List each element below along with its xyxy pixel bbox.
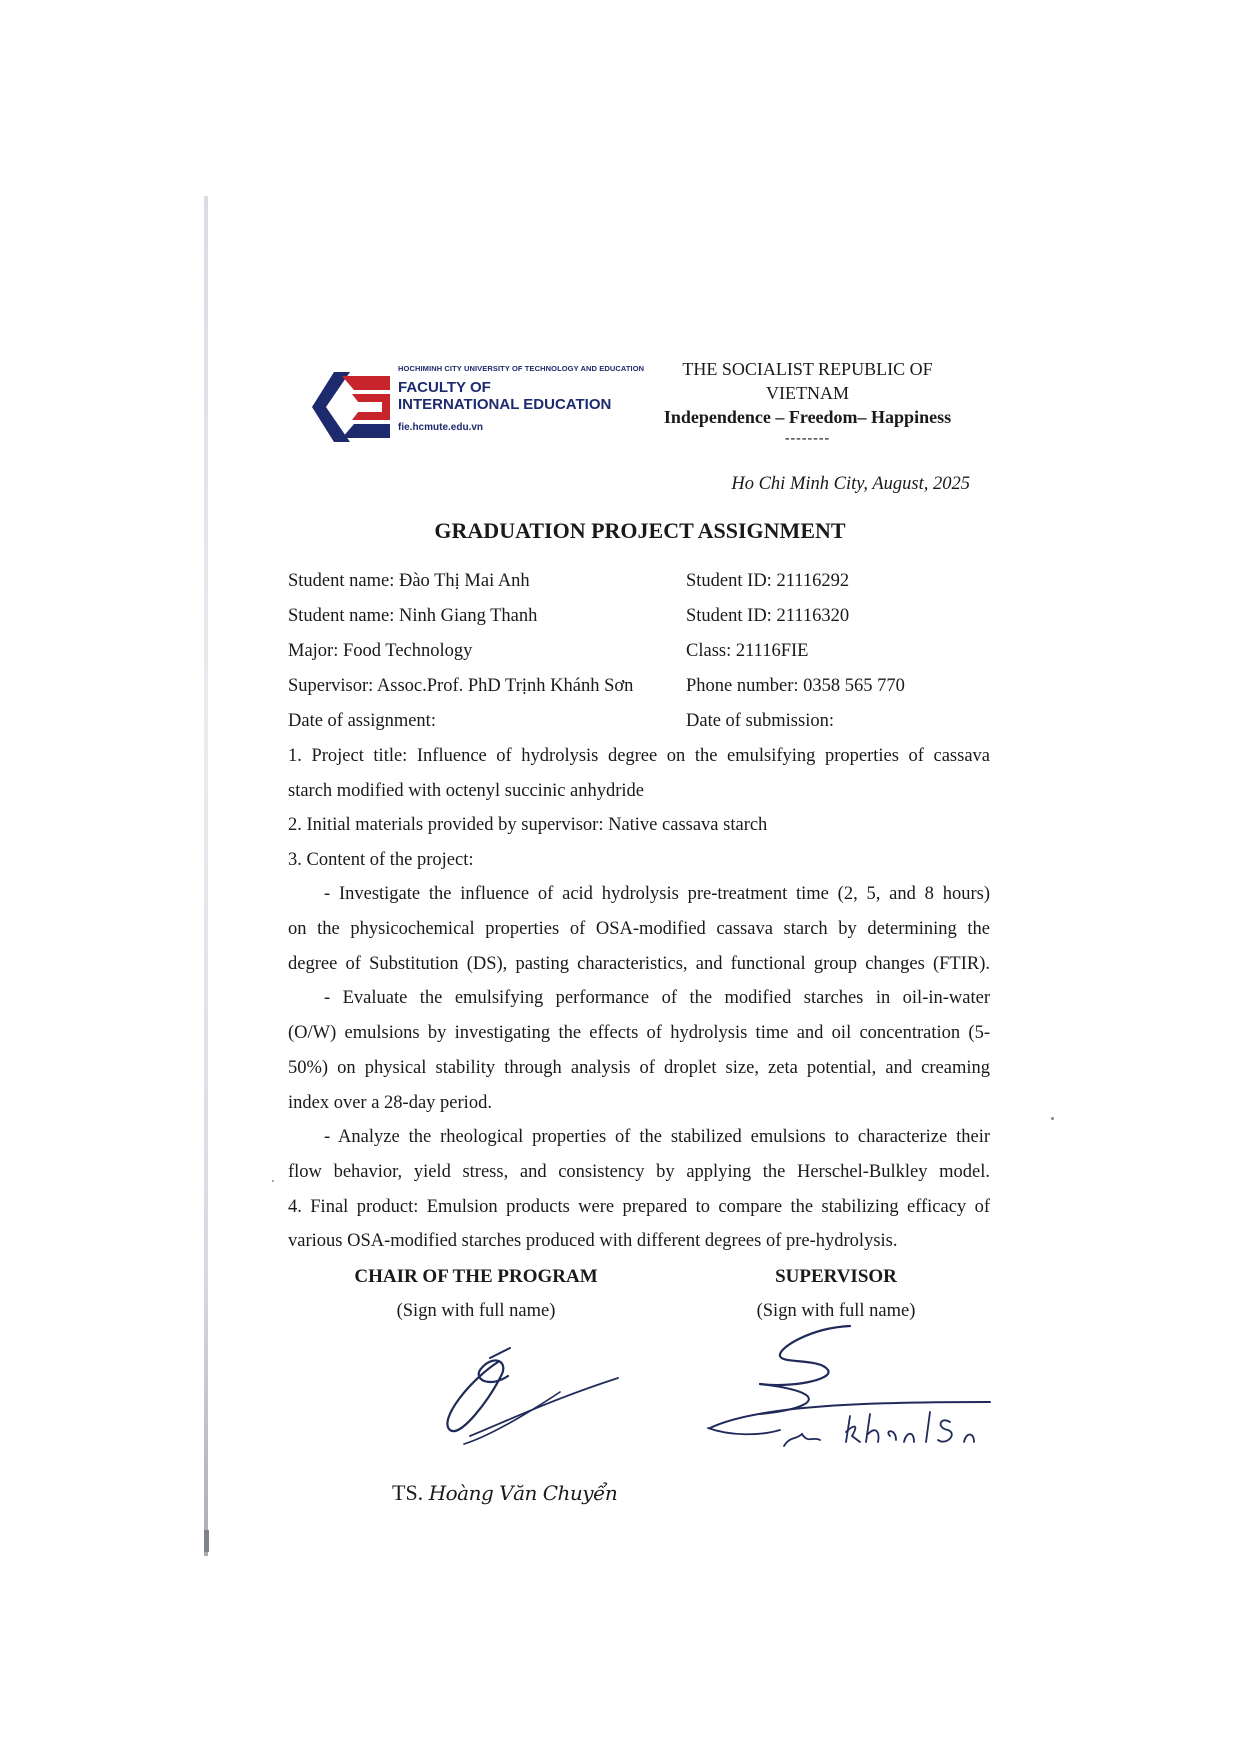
national-header [640,357,975,449]
supervisor-signature [700,1318,1000,1458]
content-item2-line2: (O/W) emulsions by investigating the effects of hydrolysis time and oil concentration (5- [288,1023,990,1043]
faculty-logo-icon [312,368,390,446]
logo-faculty-line2: INTERNATIONAL EDUCATION [398,396,612,413]
faculty-logo [312,364,645,452]
major: Major: Food Technology [288,641,473,661]
scan-edge-mark [204,1530,209,1552]
chair-signed-name [392,1480,617,1506]
content-heading: 3. Content of the project: [288,850,474,870]
content-item2-line1: - Evaluate the emulsifying performance of the modified starches in oil-in-water [324,988,990,1008]
supervisor: Supervisor: Assoc.Prof. PhD Trịnh Khánh Sơn [288,676,634,696]
final-product-line1: 4. Final product: Emulsion products were prepared to compare the stabilizing efficacy of [288,1197,990,1217]
scan-edge [204,196,208,1556]
supervisor-sign-note: (Sign with full name) [756,1301,916,1321]
content-item1-line1: - Investigate the influence of acid hydrolysis pre-treatment time (2, 5, and 8 hours) [324,884,990,904]
chair-name-script: Hoàng Văn Chuyển [428,1481,618,1505]
student1-id: Student ID: 21116292 [686,571,850,591]
project-title-line2: starch modified with octenyl succinic anhydride [288,781,645,801]
student2-name: Student name: Ninh Giang Thanh [288,606,538,626]
national-motto: Independence – Freedom– Happiness [663,407,952,427]
place-date: Ho Chi Minh City, August, 2025 [731,474,970,494]
logo-website: fie.hcmute.edu.vn [398,422,484,433]
scan-speck [272,1180,274,1182]
date-of-assignment: Date of assignment: [288,711,436,731]
project-title-line1: 1. Project title: Influence of hydrolysis degree on the emulsifying properties of cassava [288,746,990,766]
chair-sign-note: (Sign with full name) [396,1301,556,1321]
chair-heading: CHAIR OF THE PROGRAM [354,1266,598,1287]
country-name: THE SOCIALIST REPUBLIC OF VIETNAM [682,359,933,403]
logo-faculty-line1: FACULTY OF [398,379,491,396]
initial-materials: 2. Initial materials provided by supervisor: Native cassava starch [288,815,768,835]
content-item2-line3: 50%) on physical stability through analysis of droplet size, zeta potential, and creaming [288,1058,990,1078]
date-of-submission: Date of submission: [686,711,834,731]
supervisor-heading: SUPERVISOR [775,1266,897,1287]
content-item1-line2: on the physicochemical properties of OSA-modified cassava starch by determining the [288,919,990,939]
logo-university-name: HOCHIMINH CITY UNIVERSITY OF TECHNOLOGY AND EDUCATION [398,364,645,373]
chair-title-prefix: TS. [392,1480,424,1505]
content-item1-line3: degree of Substitution (DS), pasting characteristics, and functional group changes (FTIR). [288,954,990,974]
class: Class: 21116FIE [686,641,809,661]
scan-speck [1051,1117,1054,1120]
document-title: GRADUATION PROJECT ASSIGNMENT [434,518,846,543]
chair-signature [430,1340,630,1460]
content-item3-line1: - Analyze the rheological properties of the stabilized emulsions to characterize their [324,1127,990,1147]
phone-number: Phone number: 0358 565 770 [686,676,905,696]
student2-id: Student ID: 21116320 [686,606,850,626]
content-item3-line2: flow behavior, yield stress, and consistency by applying the Herschel-Bulkley model. [288,1162,990,1182]
content-item2-line4: index over a 28-day period. [288,1093,492,1113]
final-product-line2: various OSA-modified starches produced with different degrees of pre-hydrolysis. [288,1231,898,1251]
student1-name: Student name: Đào Thị Mai Anh [288,571,530,591]
header-separator: -------- [784,431,831,446]
